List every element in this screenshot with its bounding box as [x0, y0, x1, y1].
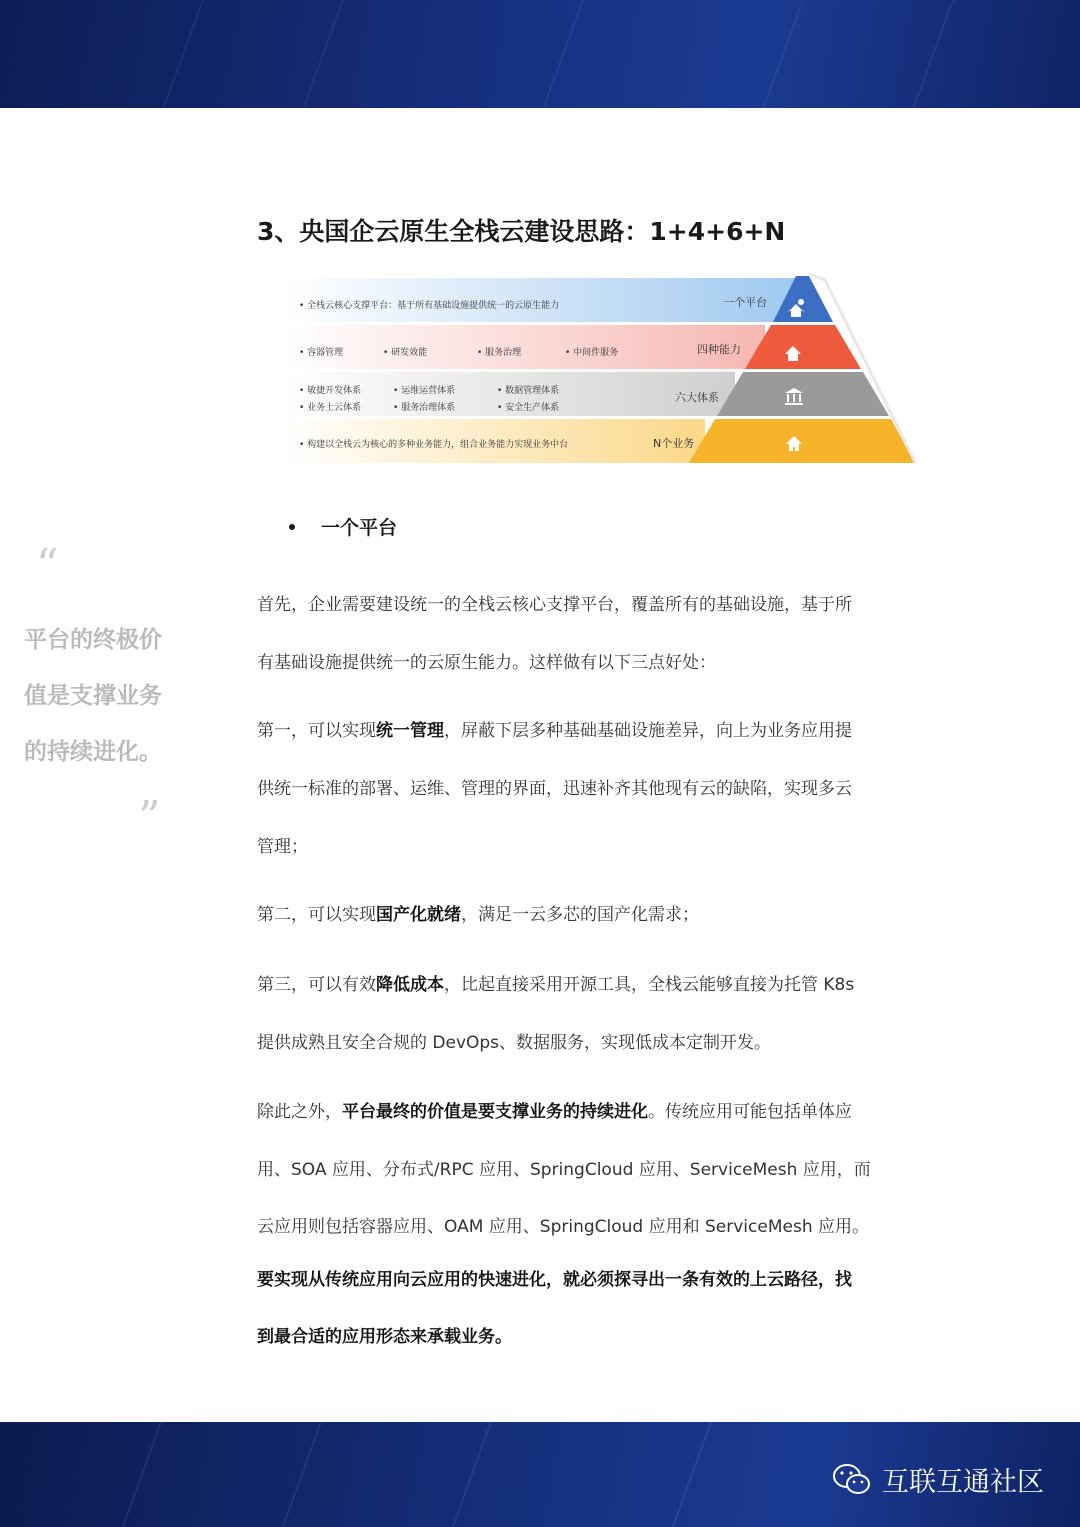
band-item: • 全栈云核心支撑平台：基于所有基础设施提供统一的云原生能力: [299, 301, 560, 311]
band-item: • 构建以全栈云为核心的多种业务能力，组合业务能力实现业务中台: [299, 440, 569, 450]
emphasis-text: 要实现从传统应用向云应用的快速进化，就必须探寻出一条有效的上云路径，找: [257, 1270, 852, 1290]
band-item: • 容器管理: [299, 348, 344, 358]
pyramid-tier-3: [717, 372, 889, 416]
text-line: 供统一标准的部署、运维、管理的界面，迅速补齐其他现有云的缺陷，实现多云: [257, 779, 852, 799]
band-capabilities: [285, 325, 765, 369]
text-line: 首先，企业需要建设统一的全栈云核心支撑平台，覆盖所有的基础设施，基于所: [257, 595, 852, 615]
watermark-text: 互联互通社区: [882, 1467, 1044, 1498]
text-line: [257, 1322, 512, 1347]
pyramid-diagram: [285, 272, 920, 472]
quote-close-icon: ”: [138, 792, 161, 843]
text-line: 云应用则包括容器应用、OAM 应用、SpringCloud 应用和 ServiceMesh 应用。: [257, 1217, 869, 1237]
emphasis-text: 统一管理: [376, 721, 444, 741]
band-platform: [285, 278, 805, 322]
emphasis-text: 国产化就绪: [376, 905, 461, 925]
emphasis-text: 降低成本: [376, 975, 444, 995]
band-systems: [285, 372, 735, 416]
section-title: 3、央国企云原生全栈云建设思路：1+4+6+N: [257, 217, 786, 246]
bullet-heading-text: 一个平台: [321, 517, 398, 539]
band-level-label: 六大体系: [675, 391, 719, 404]
bullet-dot: [289, 524, 295, 530]
band-business: [285, 419, 705, 463]
band-item: • 数据管理体系: [497, 386, 560, 396]
band-item: • 中间件服务: [565, 348, 619, 358]
text-line: 有基础设施提供统一的云原生能力。这样做有以下三点好处：: [257, 653, 716, 673]
band-level-label: 四种能力: [697, 343, 741, 356]
emphasis-text: 到最合适的应用形态来承载业务。: [257, 1327, 512, 1347]
wechat-icon: [832, 1463, 872, 1497]
band-item: • 服务治理: [477, 348, 522, 358]
quote-open-icon: “: [36, 540, 59, 591]
band-item: • 敏捷开发体系: [299, 386, 362, 396]
band-item: • 服务治理体系: [393, 403, 456, 413]
pull-quote-line: 平台的终极价: [24, 627, 162, 653]
header-banner: [0, 0, 1080, 108]
emphasis-text: 平台最终的价值是要支撑业务的持续进化: [342, 1102, 648, 1122]
text-line: 用、SOA 应用、分布式/RPC 应用、SpringCloud 应用、ServiceMesh 应用，而: [257, 1160, 871, 1180]
pyramid-tier-4: [689, 419, 915, 463]
pull-quote-line: 的持续进化。: [24, 739, 162, 765]
text-line: 提供成熟且安全合规的 DevOps、数据服务，实现低成本定制开发。: [257, 1033, 772, 1053]
text-line: 第二，可以实现国产化就绪，满足一云多芯的国产化需求；: [257, 905, 699, 925]
side-pull-quote: [24, 612, 189, 780]
text-line: 第一，可以实现统一管理，屏蔽下层多种基础基础设施差异，向上为业务应用提: [257, 721, 852, 741]
pull-quote-line: 值是支撑业务: [24, 683, 162, 709]
band-item: • 运维运营体系: [393, 386, 456, 396]
text-line: 除此之外，平台最终的价值是要支撑业务的持续进化。传统应用可能包括单体应: [257, 1102, 852, 1122]
bullet-heading: [289, 513, 397, 540]
band-item: • 安全生产体系: [497, 403, 560, 413]
text-line: 第三，可以有效降低成本，比起直接采用开源工具，全栈云能够直接为托管 K8s: [257, 975, 855, 995]
band-item: • 研发效能: [383, 348, 428, 358]
watermark: [832, 1460, 1044, 1499]
text-line: 管理；: [257, 837, 308, 857]
band-level-label: N个业务: [653, 437, 695, 450]
text-line: [257, 1265, 852, 1290]
band-item: • 业务上云体系: [299, 403, 362, 413]
band-level-label: 一个平台: [723, 296, 767, 309]
